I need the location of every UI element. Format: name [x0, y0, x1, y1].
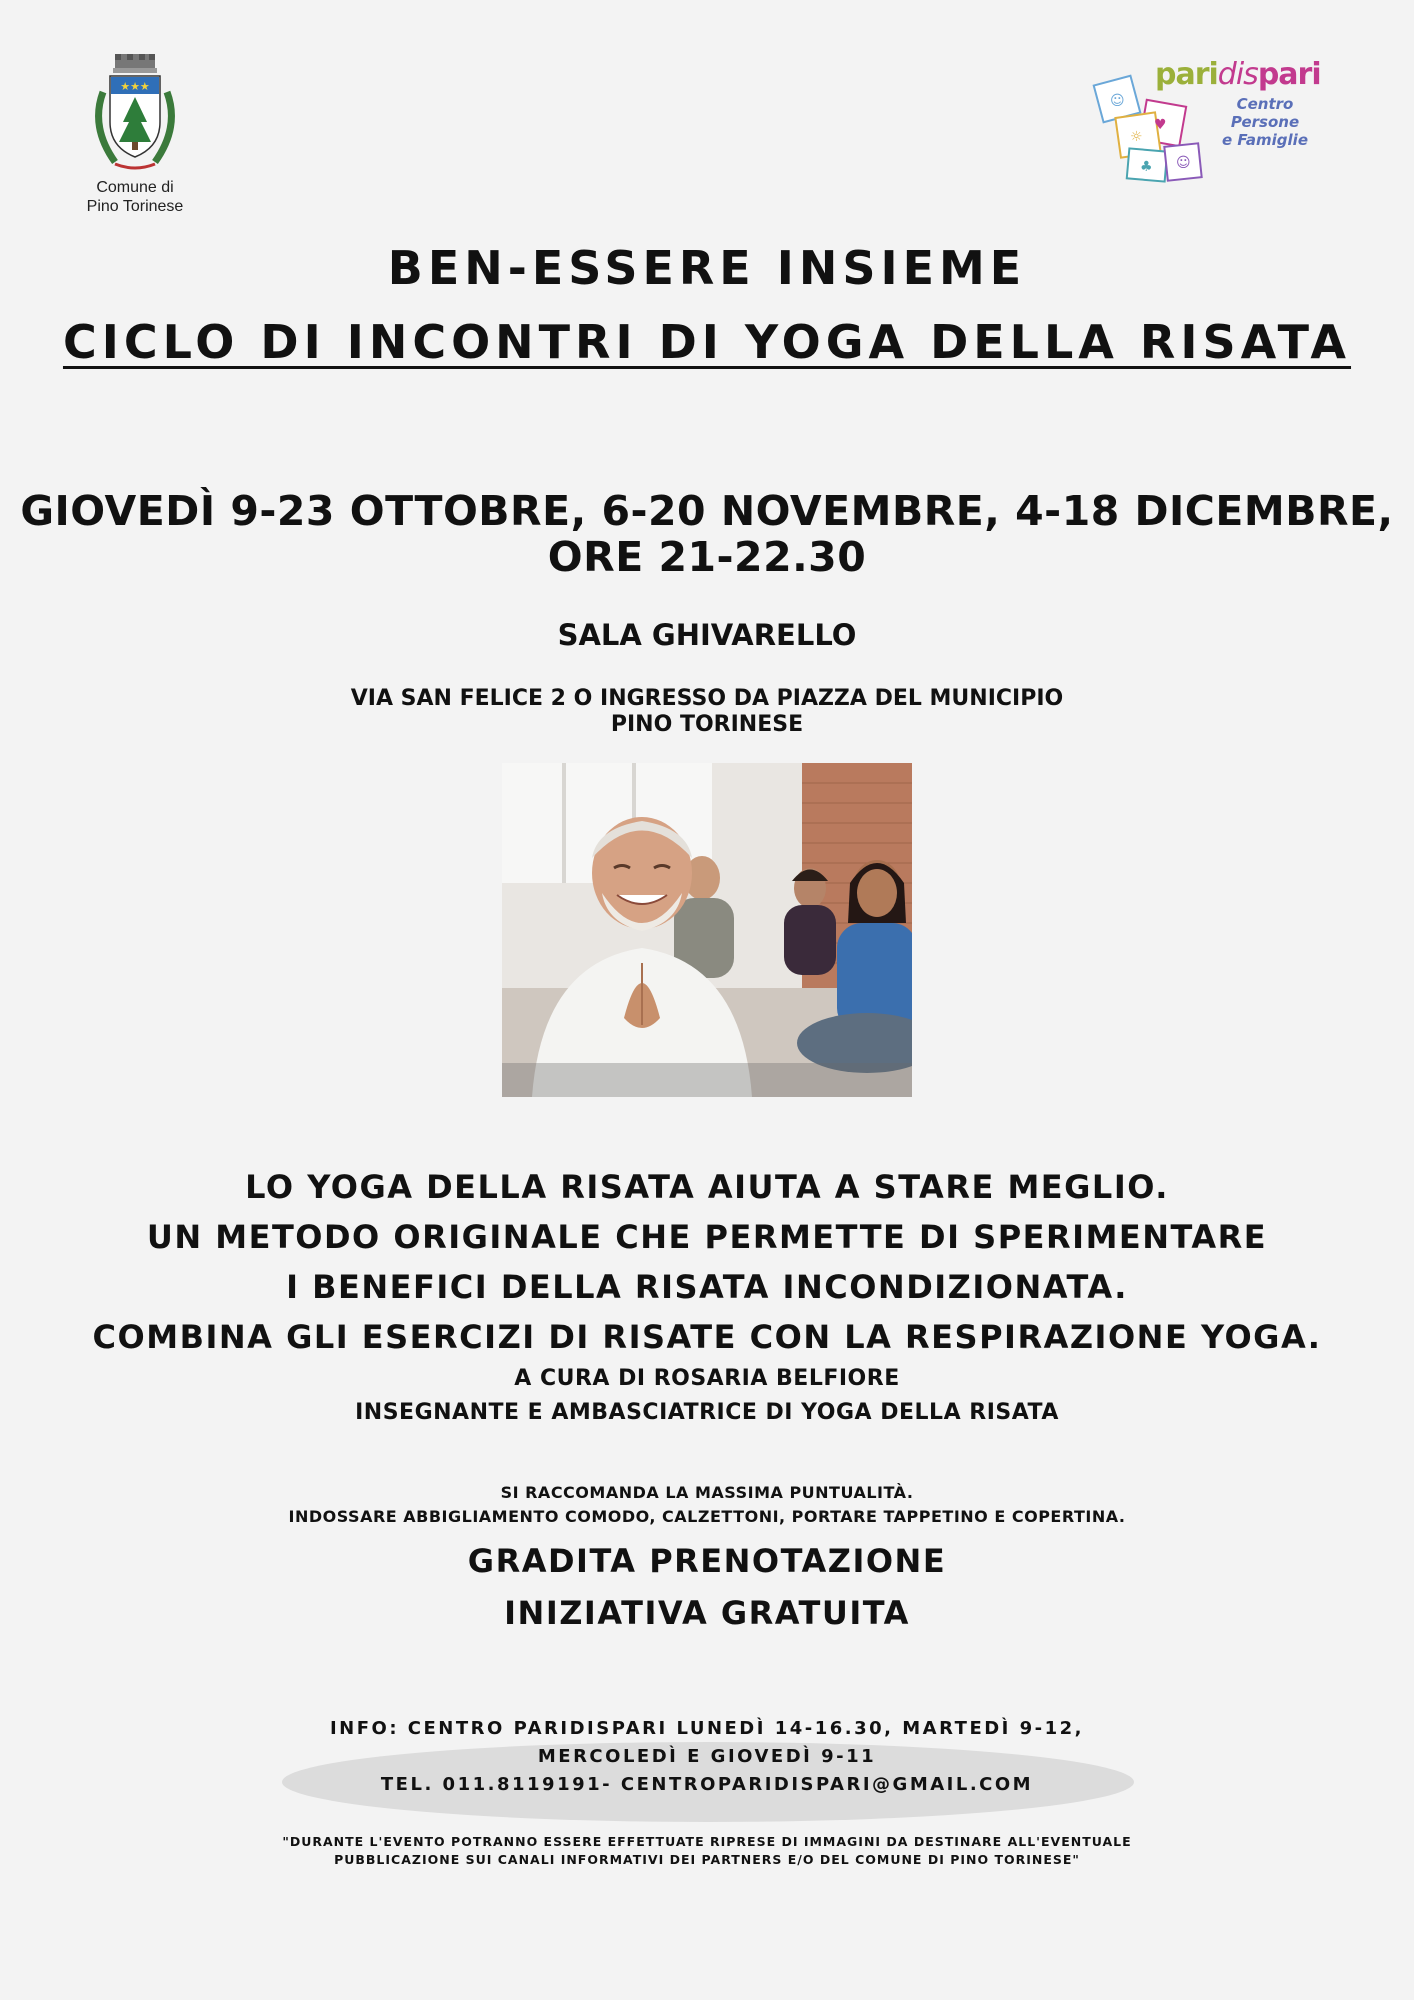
description: [0, 1162, 1414, 1362]
svg-text:★★★: ★★★: [120, 80, 150, 93]
svg-text:☺: ☺: [1176, 155, 1191, 171]
description-line: UN METODO ORIGINALE CHE PERMETTE DI SPERIMENTARE: [146, 1218, 1268, 1256]
paridispari-subtitle-line1: Centro Persone: [1230, 95, 1300, 131]
title-line2-text: CICLO DI INCONTRI DI YOGA DELLA RISATA: [62, 315, 1352, 369]
brand-part-pari-2: pari: [1257, 57, 1321, 92]
paridispari-brand-name: [1155, 58, 1321, 92]
event-address: [0, 686, 1414, 738]
title-line1: BEN-ESSERE INSIEME: [387, 241, 1027, 295]
recommendations: [0, 1481, 1414, 1529]
curator-line2: INSEGNANTE E AMBASCIATRICE DI YOGA DELLA RISATA: [355, 1400, 1059, 1425]
curator-line1: A CURA DI ROSARIA BELFIORE: [514, 1366, 900, 1391]
description-line: I BENEFICI DELLA RISATA INCONDIZIONATA.: [286, 1268, 1128, 1306]
curator: [0, 1362, 1414, 1430]
event-dates-line2: ORE 21-22.30: [547, 533, 867, 581]
recommendations-line2: INDOSSARE ABBIGLIAMENTO COMODO, CALZETTONI, PORTARE TAPPETINO E COPERTINA.: [288, 1507, 1126, 1526]
info-line1: INFO: CENTRO PARIDISPARI LUNEDÌ 14-16.30, MARTEDÌ 9-12,: [329, 1718, 1085, 1739]
brand-part-pari: pari: [1155, 57, 1218, 92]
comune-coat-of-arms-logo: [85, 52, 185, 177]
event-dates-line1: GIOVEDÌ 9-23 OTTOBRE, 6-20 NOVEMBRE, 4-18 DICEMBRE,: [20, 487, 1394, 535]
svg-text:☺: ☺: [1110, 93, 1125, 109]
info-contacts: TEL. 011.8119191- CENTROPARIDISPARI@GMAIL.COM: [380, 1774, 1034, 1795]
event-dates: [0, 488, 1414, 580]
comune-logo-label: [60, 178, 210, 216]
disclaimer-line2: PUBBLICAZIONE SUI CANALI INFORMATIVI DEI PARTNERS E/O DEL COMUNE DI PINO TORINESE": [334, 1852, 1080, 1867]
laughter-yoga-photo: [502, 763, 912, 1097]
info-block: [0, 1715, 1414, 1799]
svg-text:♣: ♣: [1140, 159, 1153, 175]
disclaimer: [0, 1833, 1414, 1869]
description-line: LO YOGA DELLA RISATA AIUTA A STARE MEGLIO.: [245, 1168, 1169, 1206]
booking-line1: GRADITA PRENOTAZIONE: [467, 1542, 947, 1580]
paridispari-subtitle: [1200, 95, 1330, 149]
info-line2: MERCOLEDÌ E GIOVEDÌ 9-11: [537, 1746, 877, 1767]
paridispari-subtitle-line2: e Famiglie: [1221, 131, 1308, 149]
event-venue: SALA GHIVARELLO: [557, 618, 857, 652]
disclaimer-line1: "DURANTE L'EVENTO POTRANNO ESSERE EFFETTUATE RIPRESE DI IMMAGINI DA DESTINARE ALL'EVENTUALE: [282, 1834, 1132, 1849]
svg-text:☼: ☼: [1130, 129, 1143, 145]
title-line2: [0, 314, 1414, 370]
comune-label-line1: Comune di: [96, 179, 174, 196]
event-address-line1: VIA SAN FELICE 2 O INGRESSO DA PIAZZA DEL MUNICIPIO: [350, 686, 1064, 711]
event-address-line2: PINO TORINESE: [610, 712, 804, 737]
brand-part-dis: dis: [1217, 57, 1258, 92]
booking-line2: INIZIATIVA GRATUITA: [504, 1594, 910, 1632]
svg-text:♥: ♥: [1154, 117, 1167, 133]
booking: [0, 1535, 1414, 1639]
description-line: COMBINA GLI ESERCIZI DI RISATE CON LA RESPIRAZIONE YOGA.: [92, 1318, 1322, 1356]
recommendations-line1: SI RACCOMANDA LA MASSIMA PUNTUALITÀ.: [500, 1483, 914, 1502]
comune-label-line2: Pino Torinese: [86, 198, 184, 215]
